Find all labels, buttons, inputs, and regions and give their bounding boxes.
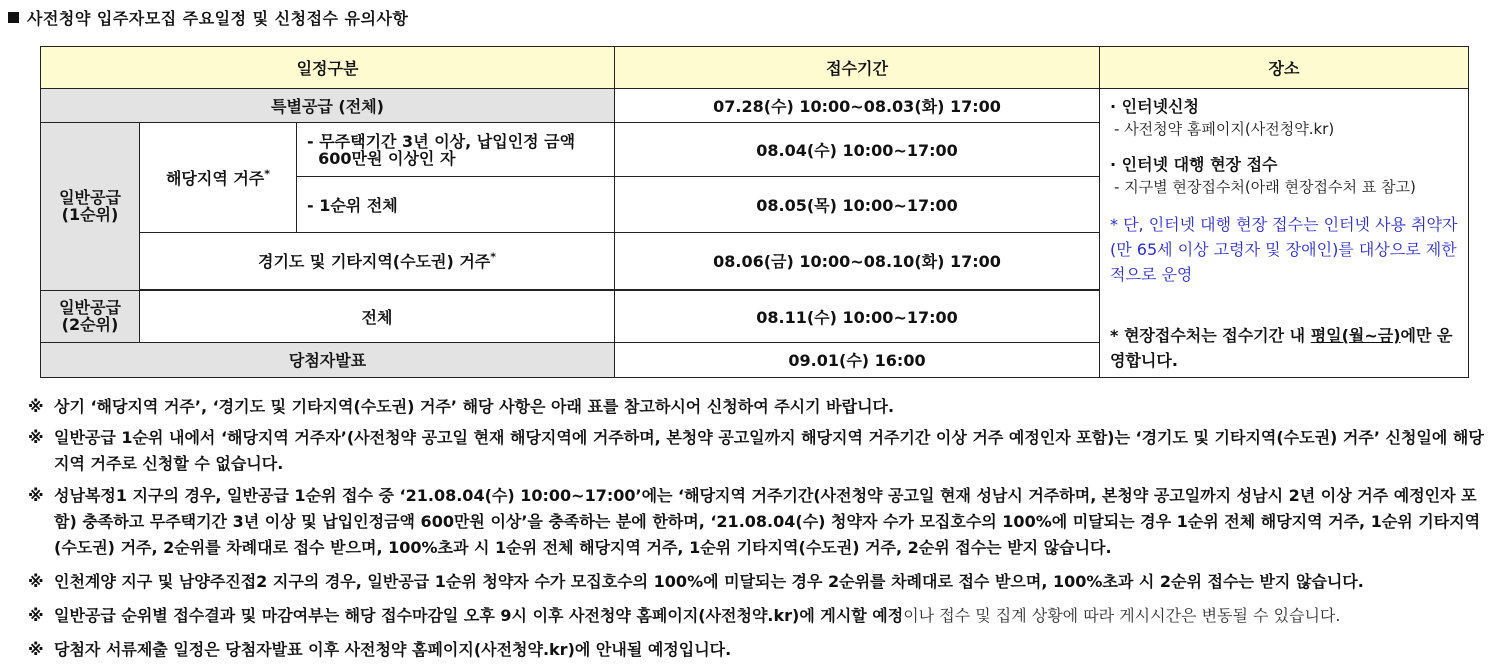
note-item: ※ 일반공급 1순위 내에서 ‘해당지역 거주자’(사전청약 공고일 현재 해당지역에 거주하며, 본청약 공고일까지 해당지역 거주기간 이상 거주 예정인자 포함)는 ‘경기도 및 기타지역(수도권) 거주’ 신청일에 해당지역 거주로 신청할 수 없습니다. <box>28 425 1488 477</box>
winners-date: 09.01(수) 16:00 <box>615 342 1100 377</box>
header-period: 접수기간 <box>615 47 1100 89</box>
section-heading <box>8 6 408 29</box>
place-note-blue: * 단, 인터넷 대행 현장 접수는 인터넷 사용 취약자(만 65세 이상 고령자 및 장애인)를 대상으로 제한적으로 운영 <box>1110 215 1458 285</box>
local-sub1-period: 08.04(수) 10:00~17:00 <box>615 123 1100 177</box>
place-cell <box>1100 89 1469 378</box>
table-row <box>41 89 1469 123</box>
note-item: ※ 일반공급 순위별 접수결과 및 마감여부는 해당 접수마감일 오후 9시 이후 사전청약 홈페이지(사전청약.kr)에 게시할 예정이나 접수 및 집계 상황에 따라 게시시간은 변동될 수 있습니다. <box>28 603 1488 629</box>
general1-label: 일반공급 (1순위) <box>41 123 140 290</box>
special-supply-label: 특별공급 (전체) <box>41 89 615 123</box>
general2-sub: 전체 <box>140 290 615 342</box>
note-item: ※ 성남복정1 지구의 경우, 일반공급 1순위 접수 중 ‘21.08.04(수) 10:00~17:00’에는 ‘해당지역 거주기간(사전청약 공고일 현재 성남시 거주하며, 본청약 공고일까지 성남시 2년 이상 거주 예정인자 포함) 충족하고 무주택기간 3년 이상 및 납입인정금액 600만원 이상’을 충족하는 분에 한하며, ‘21.08.04(수) 청약자 수가 모집호수의 100%에 미달되는 경우 1순위 전체 해당지역 거주, 1순위 기타지역(수도권) 거주, 2순위를 차례대로 접수 받으며, 100%초과 시 1순위 전체 해당지역 거주, 1순위 기타지역(수도권) 거주, 2순위 접수는 받지 않습니다. <box>28 483 1488 561</box>
schedule-table <box>40 46 1469 378</box>
place-onsite-title: · 인터넷 대행 현장 접수 <box>1110 155 1278 175</box>
place-online-title: · 인터넷신청 <box>1110 97 1199 117</box>
other-region-label: 경기도 및 기타지역(수도권) 거주* <box>140 232 615 289</box>
other-region-period: 08.06(금) 10:00~08.10(화) 17:00 <box>615 232 1100 289</box>
table-header-row <box>41 47 1469 89</box>
header-category: 일정구분 <box>41 47 615 89</box>
note-item: ※ 상기 ‘해당지역 거주’, ‘경기도 및 기타지역(수도권) 거주’ 해당 사항은 아래 표를 참고하시어 신청하여 주시기 바랍니다. <box>28 394 1488 420</box>
note-item: ※ 당첨자 서류제출 일정은 당첨자발표 이후 사전청약 홈페이지(사전청약.kr)에 안내될 예정입니다. <box>28 637 1488 663</box>
special-supply-period: 07.28(수) 10:00~08.03(화) 17:00 <box>615 89 1100 123</box>
general2-period: 08.11(수) 10:00~17:00 <box>615 290 1100 342</box>
local-sub2-period: 08.05(목) 10:00~17:00 <box>615 177 1100 232</box>
reference-mark-icon: ※ <box>28 606 44 625</box>
header-place: 장소 <box>1100 47 1469 89</box>
local-resident-label: 해당지역 거주* <box>140 123 297 232</box>
place-online-sub: - 사전청약 홈페이지(사전청약.kr) <box>1114 120 1335 139</box>
winners-label: 당첨자발표 <box>41 342 615 377</box>
place-onsite-sub: - 지구별 현장접수처(아래 현장접수처 표 참고) <box>1114 178 1416 197</box>
place-note-weekday: * 현장접수처는 접수기간 내 평일(월~금)에만 운영합니다. <box>1110 326 1453 370</box>
local-sub2-label: - 1순위 전체 <box>297 177 615 232</box>
reference-mark-icon: ※ <box>28 428 44 447</box>
heading-text: 사전청약 입주자모집 주요일정 및 신청접수 유의사항 <box>27 9 409 28</box>
reference-mark-icon: ※ <box>28 486 44 505</box>
square-bullet-icon <box>8 12 19 23</box>
note-item: ※ 인천계양 지구 및 남양주진접2 지구의 경우, 일반공급 1순위 청약자 수가 모집호수의 100%에 미달되는 경우 2순위를 차례대로 접수 받으며, 100%초과 시 2순위 접수는 받지 않습니다. <box>28 569 1488 595</box>
reference-mark-icon: ※ <box>28 640 44 659</box>
general2-label: 일반공급 (2순위) <box>41 290 140 342</box>
reference-mark-icon: ※ <box>28 572 44 591</box>
reference-mark-icon: ※ <box>28 397 44 416</box>
notes-list <box>28 394 1488 663</box>
local-sub1-label: - 무주택기간 3년 이상, 납입인정 금액 600만원 이상인 자 <box>297 123 615 177</box>
